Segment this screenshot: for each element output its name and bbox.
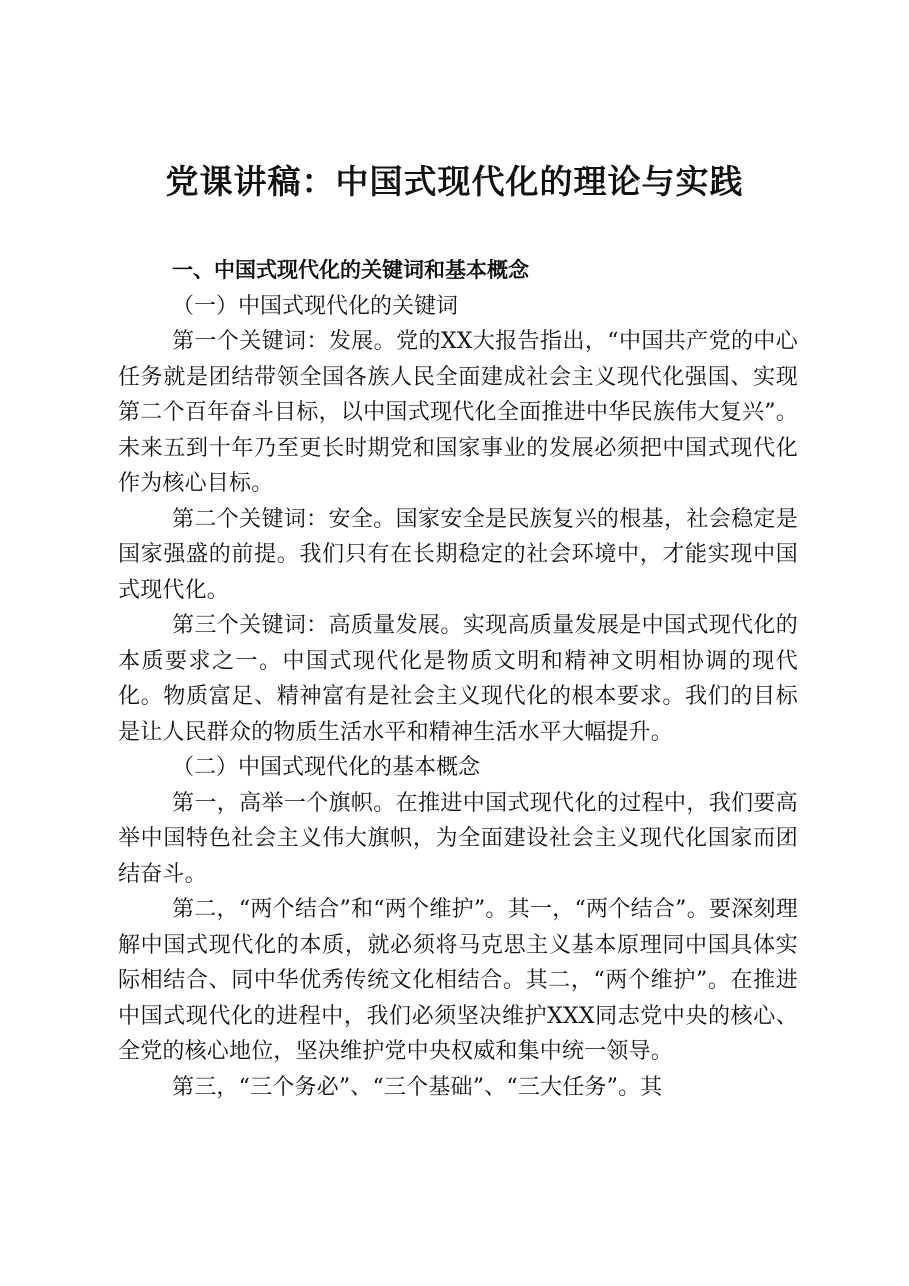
section-heading: 一、中国式现代化的关键词和基本概念 (172, 258, 529, 282)
paragraph: 第三，“三个务必”、“三个基础”、“三大任务”。其 (172, 1074, 663, 1100)
paragraph: 第三个关键词：高质量发展。实现高质量发展是中国式现代化的本质要求之一。中国式现代化是物质文明和精神文明相协调的现代化。物质富足、精神富有是社会主义现代化的根本要求。我们的目标是让人民群众的物质生活水平和精神生活水平大幅提升。 (118, 613, 798, 745)
document-title: 党课讲稿：中国式现代化的理论与实践 (165, 162, 744, 201)
paragraph: 第一个关键词：发展。党的XX大报告指出，“中国共产党的中心任务就是团结带领全国各族人民全面建成社会主义现代化强国、实现第二个百年奋斗目标，以中国式现代化全面推进中华民族伟大复兴”。未来五到十年乃至更长时期党和国家事业的发展必须把中国式现代化作为核心目标。 (118, 329, 798, 496)
paragraph: 第一，高举一个旗帜。在推进中国式现代化的过程中，我们要高举中国特色社会主义伟大旗帜，为全面建设社会主义现代化国家而团结奋斗。 (118, 790, 798, 887)
subsection-heading: （二）中国式现代化的基本概念 (172, 755, 481, 780)
subsection-heading: （一）中国式现代化的关键词 (172, 293, 459, 319)
paragraph: 第二个关键词：安全。国家安全是民族复兴的根基，社会稳定是国家强盛的前提。我们只有在长期稳定的社会环境中，才能实现中国式现代化。 (118, 506, 798, 603)
document-body (118, 253, 798, 1105)
paragraph: 第二，“两个结合”和“两个维护”。其一，“两个结合”。要深刻理解中国式现代化的本质，就必须将马克思主义基本原理同中国具体实际相结合、同中华优秀传统文化相结合。其二，“两个维护”。在推进中国式现代化的进程中，我们必须坚决维护XXX同志党中央的核心、全党的核心地位，坚决维护党中央权威和集中统一领导。 (118, 897, 798, 1064)
